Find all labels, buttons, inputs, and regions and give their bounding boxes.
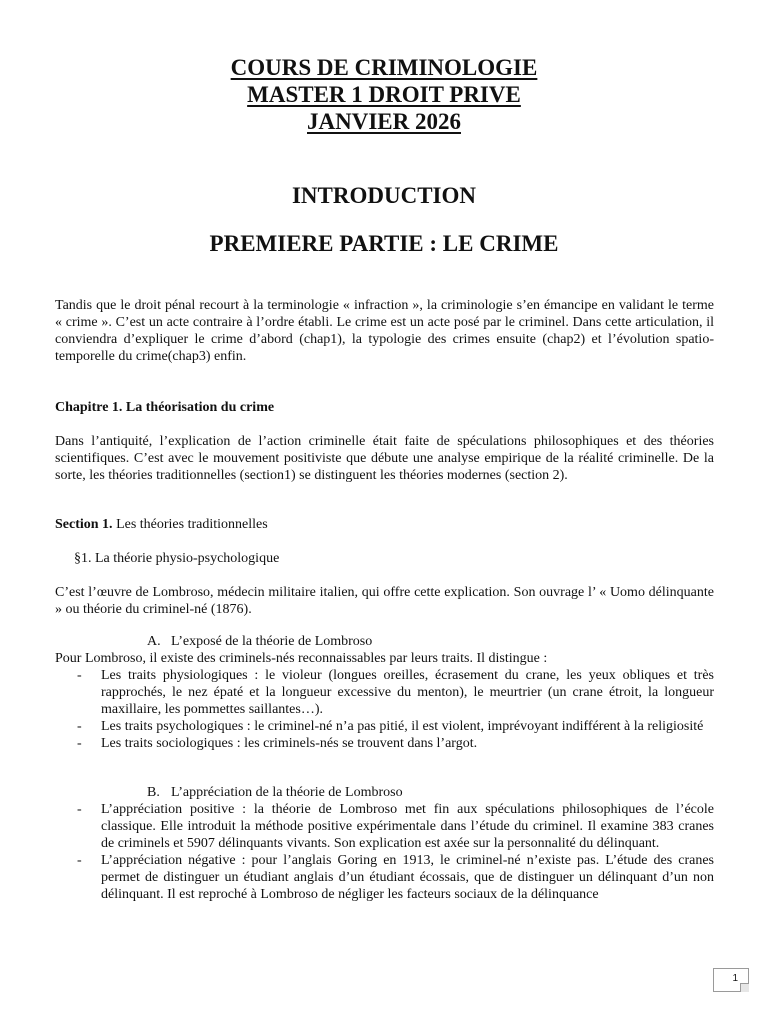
- subsection-a-list: [55, 667, 714, 752]
- course-title: COURS DE CRIMINOLOGIE: [230, 55, 538, 80]
- subsection-a: [55, 633, 714, 752]
- list-item: - Les traits sociologiques : les criminels-nés se trouvent dans l’argot.: [77, 736, 478, 751]
- subsection-a-heading: [55, 633, 714, 650]
- course-date: JANVIER 2026: [307, 109, 461, 134]
- list-item: - Les traits physiologiques : le violeur (longues oreilles, écrasement du crane, les yeux obliques et très rapprochés, le nez épaté et la longueur excessive du menton), le meurtrier (un crane étroit, la longueur maxillaire, les pommettes saillantes…).: [77, 668, 714, 717]
- section1-title: Les théories traditionnelles: [116, 517, 268, 532]
- course-level: MASTER 1 DROIT PRIVE: [247, 82, 521, 107]
- section1-heading: [55, 516, 714, 533]
- document-body: [55, 297, 714, 365]
- chapter1-block: [55, 433, 714, 484]
- chapter1-paragraph: Dans l’antiquité, l’explication de l’action criminelle était faite de spéculations philosophiques et des théories scientifiques. C’est avec le mouvement positiviste que débute une analyse empirique de la réalité criminelle. De la sorte, les théories traditionnelles (section1) se distinguent les théories modernes (section 2).: [55, 434, 714, 483]
- chapter1-heading: [55, 399, 714, 416]
- part-heading: [0, 231, 768, 257]
- list-dash: -: [77, 802, 82, 817]
- section1-label: Section 1.: [55, 517, 113, 532]
- list-dash: -: [77, 736, 82, 751]
- list-dash: -: [77, 853, 82, 868]
- list-item: - L’appréciation positive : la théorie de Lombroso met fin aux spéculations philosophiques de l’école classique. Elle introduit la méthode positive expérimentale dans l’étude du criminel. Il examine 383 cranes de criminels et 5907 délinquants vivants. Son explication est axée sur la personnalité du délinquant.: [77, 802, 714, 851]
- subsection-b-list: [55, 801, 714, 903]
- subsection-b-title: L’appréciation de la théorie de Lombroso: [171, 785, 403, 800]
- subsection-b-heading: [55, 784, 714, 801]
- list-item: - L’appréciation négative : pour l’anglais Goring en 1913, le criminel-né n’existe pas. L’étude des cranes permet de distinguer un étudiant anglais d’un étudiant écossais, que de distinguer un délinquant d’un non délinquant. Il est reproché à Lombroso de négliger les facteurs sociaux de la délinquance: [77, 853, 714, 902]
- lombroso-block: [55, 584, 714, 618]
- intro-paragraph: Tandis que le droit pénal recourt à la terminologie « infraction », la criminologie s’en émancipe en validant le terme « crime ». C’est un acte contraire à l’ordre établi. Le crime est un acte posé par le criminel. Dans cette articulation, il conviendra d’expliquer le crime d’abord (chap1), la typologie des crimes ensuite (chap2) et l’évolution spatio-temporelle du crime(chap3) enfin.: [55, 298, 714, 364]
- course-header: [0, 54, 768, 135]
- page-number-box: [713, 968, 749, 992]
- page-number: 1: [732, 973, 738, 984]
- list-item: - Les traits psychologiques : le criminel-né n’a pas pitié, il est violent, imprévoyant indifférent à la religiosité: [77, 719, 704, 734]
- part-title: PREMIERE PARTIE : LE CRIME: [209, 231, 559, 256]
- subsection-b-letter: B.: [147, 785, 160, 800]
- subsection-a-letter: A.: [147, 634, 161, 649]
- lombroso-paragraph: C’est l’œuvre de Lombroso, médecin militaire italien, qui offre cette explication. Son ouvrage l’ « Uomo délinquante » ou théorie du criminel-né (1876).: [55, 585, 714, 617]
- intro-title: INTRODUCTION: [291, 183, 477, 208]
- subsection-a-title: L’exposé de la théorie de Lombroso: [171, 634, 373, 649]
- paragraph1-title: §1. La théorie physio-psychologique: [74, 551, 280, 566]
- chapter1-title: Chapitre 1. La théorisation du crime: [55, 400, 275, 415]
- list-dash: -: [77, 668, 82, 683]
- list-dash: -: [77, 719, 82, 734]
- section1-line: [55, 516, 714, 533]
- subsection-b: [55, 784, 714, 903]
- paragraph1-heading: [55, 550, 714, 567]
- subsection-a-intro: Pour Lombroso, il existe des criminels-nés reconnaissables par leurs traits. Il distingue :: [55, 651, 548, 666]
- intro-heading: [0, 183, 768, 209]
